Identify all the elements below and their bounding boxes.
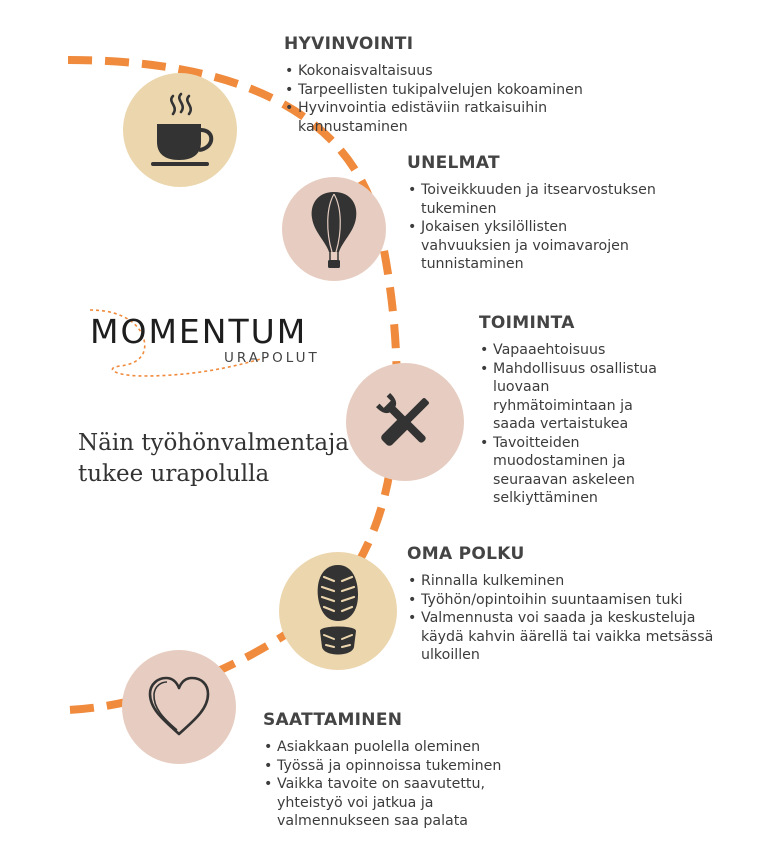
list-item: • Työssä ja opinnoissa tukeminen — [277, 757, 563, 776]
footprint-circle — [279, 552, 397, 670]
section-unelmat — [407, 153, 657, 274]
section-title: TOIMINTA — [479, 313, 575, 333]
section-list — [263, 738, 563, 831]
list-item: • Vaikka tavoite on saavutettu, yhteistyö voi jatkua ja valmennukseen saa palata — [277, 775, 527, 831]
list-item: • Mahdollisuus osallistua luovaan ryhmätoimintaan ja saada vertaistukea — [493, 360, 669, 434]
section-saattaminen — [263, 710, 563, 831]
list-item: • Valmennusta voi saada ja keskusteluja käydä kahvin äärellä tai vaikka metsässä ulkoillen — [421, 609, 727, 665]
section-list — [284, 62, 664, 136]
tagline: Näin työhönvalmentaja tukee urapolulla — [78, 430, 349, 487]
list-item: • Tarpeellisten tukipalvelujen kokoaminen — [298, 81, 664, 100]
section-list — [479, 341, 669, 508]
section-list — [407, 181, 657, 274]
heart-circle — [122, 650, 236, 764]
coffee-circle — [123, 73, 237, 187]
wrench-screwdriver-icon — [370, 387, 440, 457]
list-item: • Jokaisen yksilöllisten vahvuuksien ja voimavarojen tunnistaminen — [421, 218, 657, 274]
section-hyvinvointi — [284, 34, 664, 136]
coffee-cup-icon — [143, 90, 217, 170]
list-item: • Hyvinvointia edistäviin ratkaisuihin kannustaminen — [298, 99, 598, 136]
logo-sub-text: URAPOLUT — [224, 350, 320, 366]
list-item: • Asiakkaan puolella oleminen — [277, 738, 563, 757]
logo-main-text: MOMENTUM — [90, 312, 308, 351]
list-item: • Tavoitteiden muodostaminen ja seuraavan askeleen selkiyttäminen — [493, 434, 669, 508]
footprint-icon — [310, 563, 366, 659]
section-list — [407, 572, 727, 665]
list-item: • Vapaaehtoisuus — [493, 341, 669, 360]
list-item: • Kokonaisvaltaisuus — [298, 62, 664, 81]
balloon-circle — [282, 177, 386, 281]
hot-air-balloon-icon — [306, 188, 362, 270]
section-title: OMA POLKU — [407, 544, 525, 564]
list-item: • Työhön/opintoihin suuntaamisen tuki — [421, 591, 727, 610]
section-title: HYVINVOINTI — [284, 34, 414, 54]
section-toiminta — [479, 313, 669, 508]
list-item: • Rinnalla kulkeminen — [421, 572, 727, 591]
momentum-logo — [84, 300, 364, 380]
heart-icon — [144, 672, 214, 742]
section-oma-polku — [407, 544, 727, 665]
list-item: • Toiveikkuuden ja itsearvostuksen tukeminen — [421, 181, 657, 218]
section-title: UNELMAT — [407, 153, 500, 173]
section-title: SAATTAMINEN — [263, 710, 403, 730]
